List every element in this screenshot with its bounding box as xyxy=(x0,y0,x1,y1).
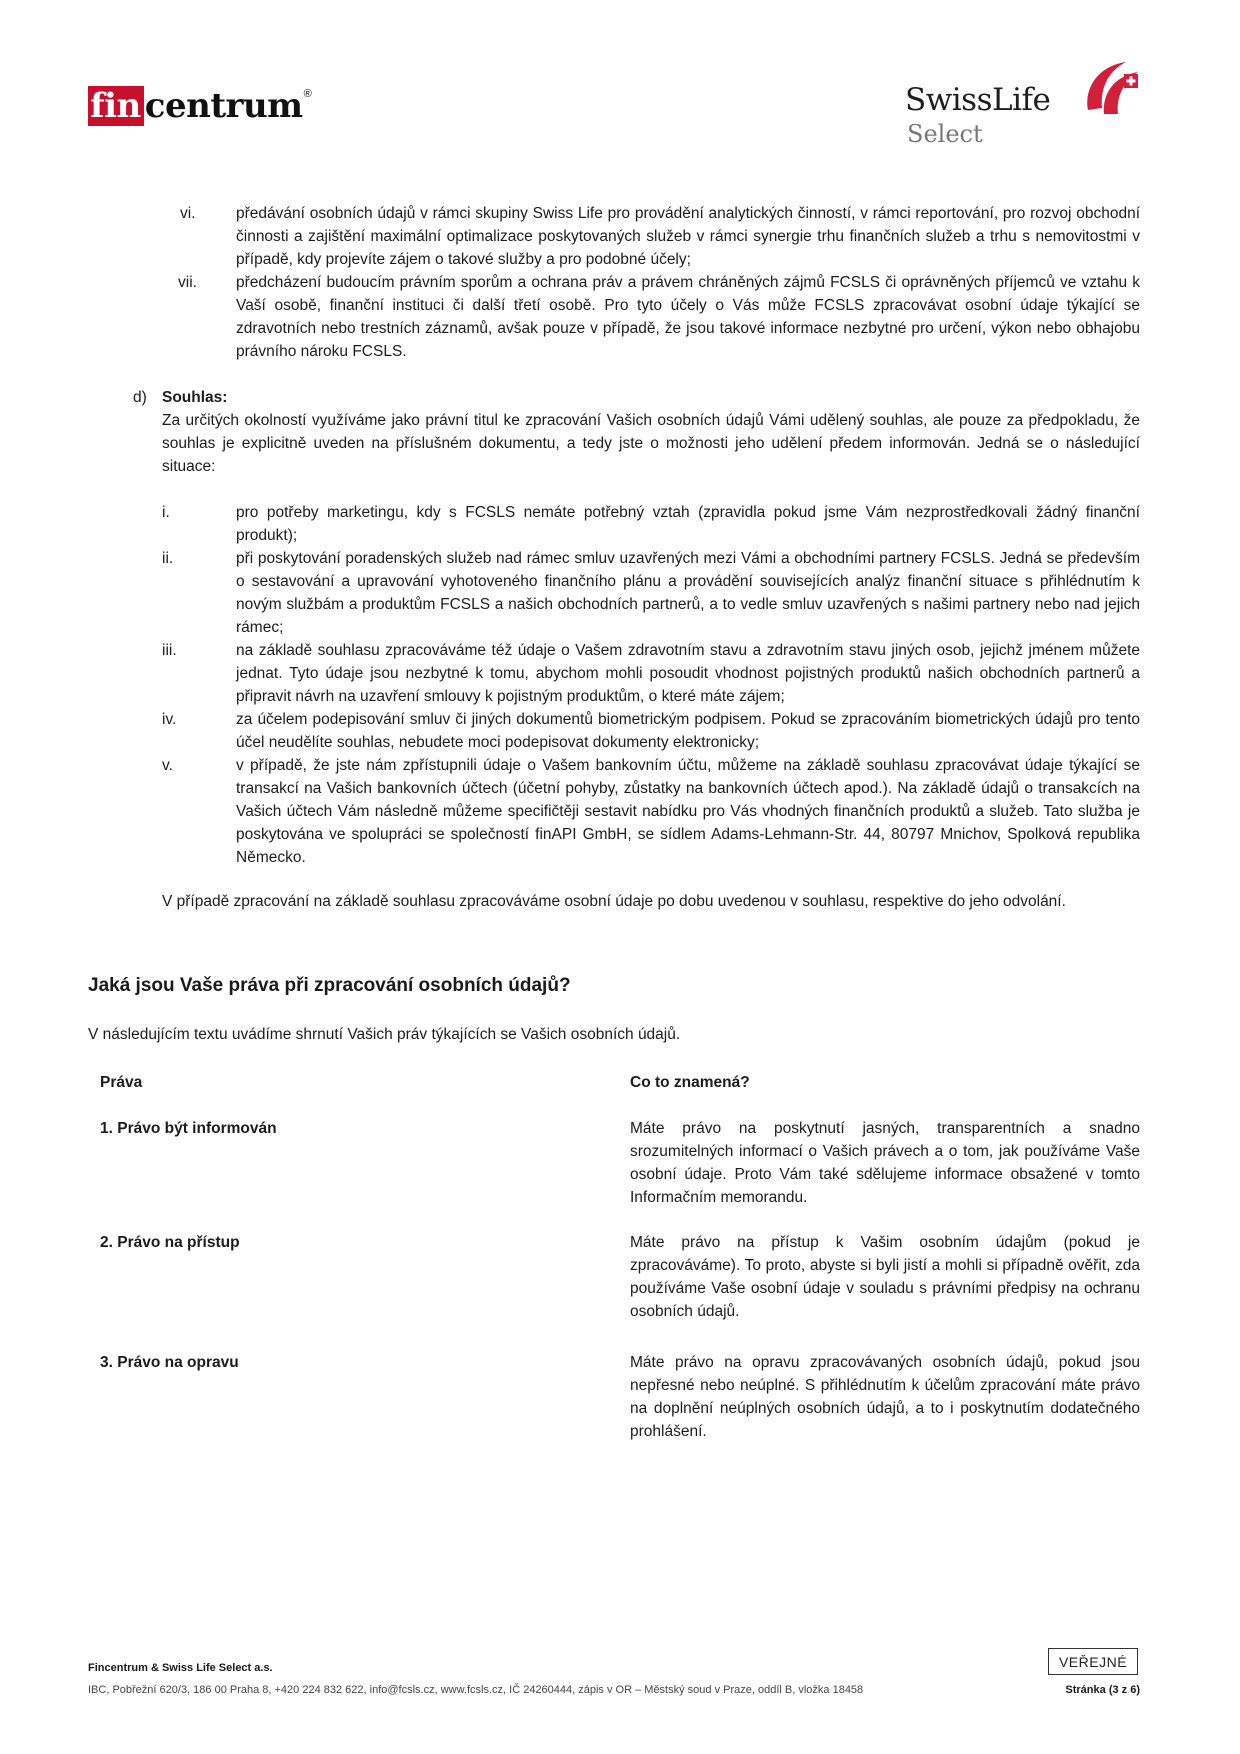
right-description: Máte právo na přístup k Vašim osobním údajům (pokud je zpracováváme). To proto, abyste si byli jistí a mohli si případně ověřit, zda používáme Vaše osobní údaje v souladu s právními předpisy na ochranu osobních údajů. xyxy=(630,1234,1140,1320)
fincentrum-logo-centrum: centrum xyxy=(144,86,303,126)
classification-badge: VEŘEJNÉ xyxy=(1048,1648,1138,1675)
swisslife-swoosh-icon xyxy=(1080,58,1142,120)
page-header xyxy=(0,0,1240,170)
swisslife-select-logo xyxy=(905,58,1155,158)
footer-company: Fincentrum & Swiss Life Select a.s. xyxy=(88,1662,273,1674)
section-intro: Za určitých okolností využíváme jako právní titul ke zpracování Vašich osobních údajů Vámi udělený souhlas, ale pouze za předpokladu, že souhlas je explicitně uveden na příslušném dokumentu, a tedy jste o možnosti jeho udělení předem informován. Jedná se o následující situace: xyxy=(162,412,1140,475)
list-item-text: na základě souhlasu zpracováváme též údaje o Vašem zdravotním stavu a zdravotním stavu jiných osob, jejichž jménem můžete jednat. Tyto údaje jsou nezbytné k tomu, abychom mohli posoudit vhodnost pojistných produktů našich obchodních partnerů a připravit návrh na uzavření smlouvy k pojistným produktům, o které máte zájem; xyxy=(236,642,1140,705)
page-number: Stránka (3 z 6) xyxy=(1065,1684,1140,1696)
right-description: Máte právo na poskytnutí jasných, transparentních a snadno srozumitelných informací o Vašich právech a o tom, jak používáme Vaše osobní údaje. Proto Vám také sdělujeme informace obsažené v tomto Informačním memorandu. xyxy=(630,1120,1140,1206)
rights-intro: V následujícím textu uvádíme shrnutí Vašich práv týkajících se Vašich osobních údajů. xyxy=(88,1026,681,1043)
registered-mark: ® xyxy=(303,88,312,100)
list-item-number: v. xyxy=(162,757,173,774)
section-letter: d) xyxy=(133,389,147,406)
swisslife-logo-select: Select xyxy=(907,120,983,148)
fincentrum-logo xyxy=(88,86,312,126)
list-item-number: iv. xyxy=(162,711,177,728)
list-item-number: ii. xyxy=(162,550,174,567)
right-title: 2. Právo na přístup xyxy=(100,1234,240,1251)
right-title: 1. Právo být informován xyxy=(100,1120,277,1137)
right-title: 3. Právo na opravu xyxy=(100,1354,239,1371)
column-header-meaning: Co to znamená? xyxy=(630,1074,750,1091)
section-closing: V případě zpracování na základě souhlasu zpracováváme osobní údaje po dobu uvedenou v souhlasu, respektive do jeho odvolání. xyxy=(162,893,1066,910)
footer-contacts: IBC, Pobřežní 620/3, 186 00 Praha 8, +420 224 832 622, info@fcsls.cz, www.fcsls.cz, IČ 24260444, zápis v OR – Městský soud v Praze, oddíl B, vložka 18458 xyxy=(88,1684,864,1696)
column-header-rights: Práva xyxy=(100,1074,143,1091)
list-item-text: při poskytování poradenských služeb nad rámec smluv uzavřených mezi Vámi a obchodními partnery FCSLS. Jedná se především o sestavování a upravování vyhotoveného finančního plánu a provádění souvisejících analýz finanční situace s přihlédnutím k novým službám a produktům FCSLS a našich obchodních partnerů, a to vedle smluv uzavřených s našimi partnery nebo nad jejich rámec; xyxy=(236,550,1140,636)
rights-heading: Jaká jsou Vaše práva při zpracování osobních údajů? xyxy=(88,975,571,996)
list-item-number: vii. xyxy=(178,274,197,291)
list-item-text: předávání osobních údajů v rámci skupiny Swiss Life pro provádění analytických činností, v rámci reportování, pro rozvoj obchodní činnosti a zajištění maximální optimalizace poskytovaných služeb v rámci synergie trhu finančních služeb a trhu s nemovitostmi v případě, kdy projevíte zájem o takové služby a pro podobné účely; xyxy=(236,205,1140,268)
list-item-number: iii. xyxy=(162,642,177,659)
swisslife-logo-name: SwissLife xyxy=(905,82,1051,118)
list-item-text: v případě, že jste nám zpřístupnili údaje o Vašem bankovním účtu, můžeme na základě souhlasu zpracovávat údaje týkající se transakcí na Vašich bankovních účtech (účetní pohyby, zůstatky na bankovních účtech apod.). Na základě údajů o transakcích na Vašich účtech Vám následně můžeme specifičtěji sestavit nabídku pro Vás vhodných finančních produktů a služeb. Tato služba je poskytována ve spolupráci se společností finAPI GmbH, se sídlem Adams-Lehmann-Str. 44, 80797 Mnichov, Spolková republika Německo. xyxy=(236,757,1140,866)
list-item-text: za účelem podepisování smluv či jiných dokumentů biometrickým podpisem. Pokud se zpracováním biometrických údajů pro tento účel neudělíte souhlas, nebudete moci podepisovat dokumenty elektronicky; xyxy=(236,711,1140,751)
fincentrum-logo-fin: fin xyxy=(88,86,144,126)
section-title: Souhlas: xyxy=(162,389,228,406)
right-description: Máte právo na opravu zpracovávaných osobních údajů, pokud jsou nepřesné nebo neúplné. S přihlédnutím k účelům zpracování máte právo na doplnění neúplných osobních údajů, a to i poskytnutím dodatečného prohlášení. xyxy=(630,1354,1140,1440)
list-item-number: vi. xyxy=(180,205,196,222)
list-item-number: i. xyxy=(162,504,170,521)
list-item-text: předcházení budoucím právním sporům a ochrana práv a právem chráněných zájmů FCSLS či oprávněných příjemců ve vztahu k Vaší osobě, finanční instituci či další třetí osobě. Pro tyto účely o Vás může FCSLS zpracovávat osobní údaje týkající se zdravotních nebo trestních záznamů, avšak pouze v případě, že jsou takové informace nezbytné pro určení, výkon nebo obhajobu právního nároku FCSLS. xyxy=(236,274,1140,360)
list-item-text: pro potřeby marketingu, kdy s FCSLS nemáte potřebný vztah (zpravidla pokud jsme Vám nezprostředkovali žádný finanční produkt); xyxy=(236,504,1140,544)
